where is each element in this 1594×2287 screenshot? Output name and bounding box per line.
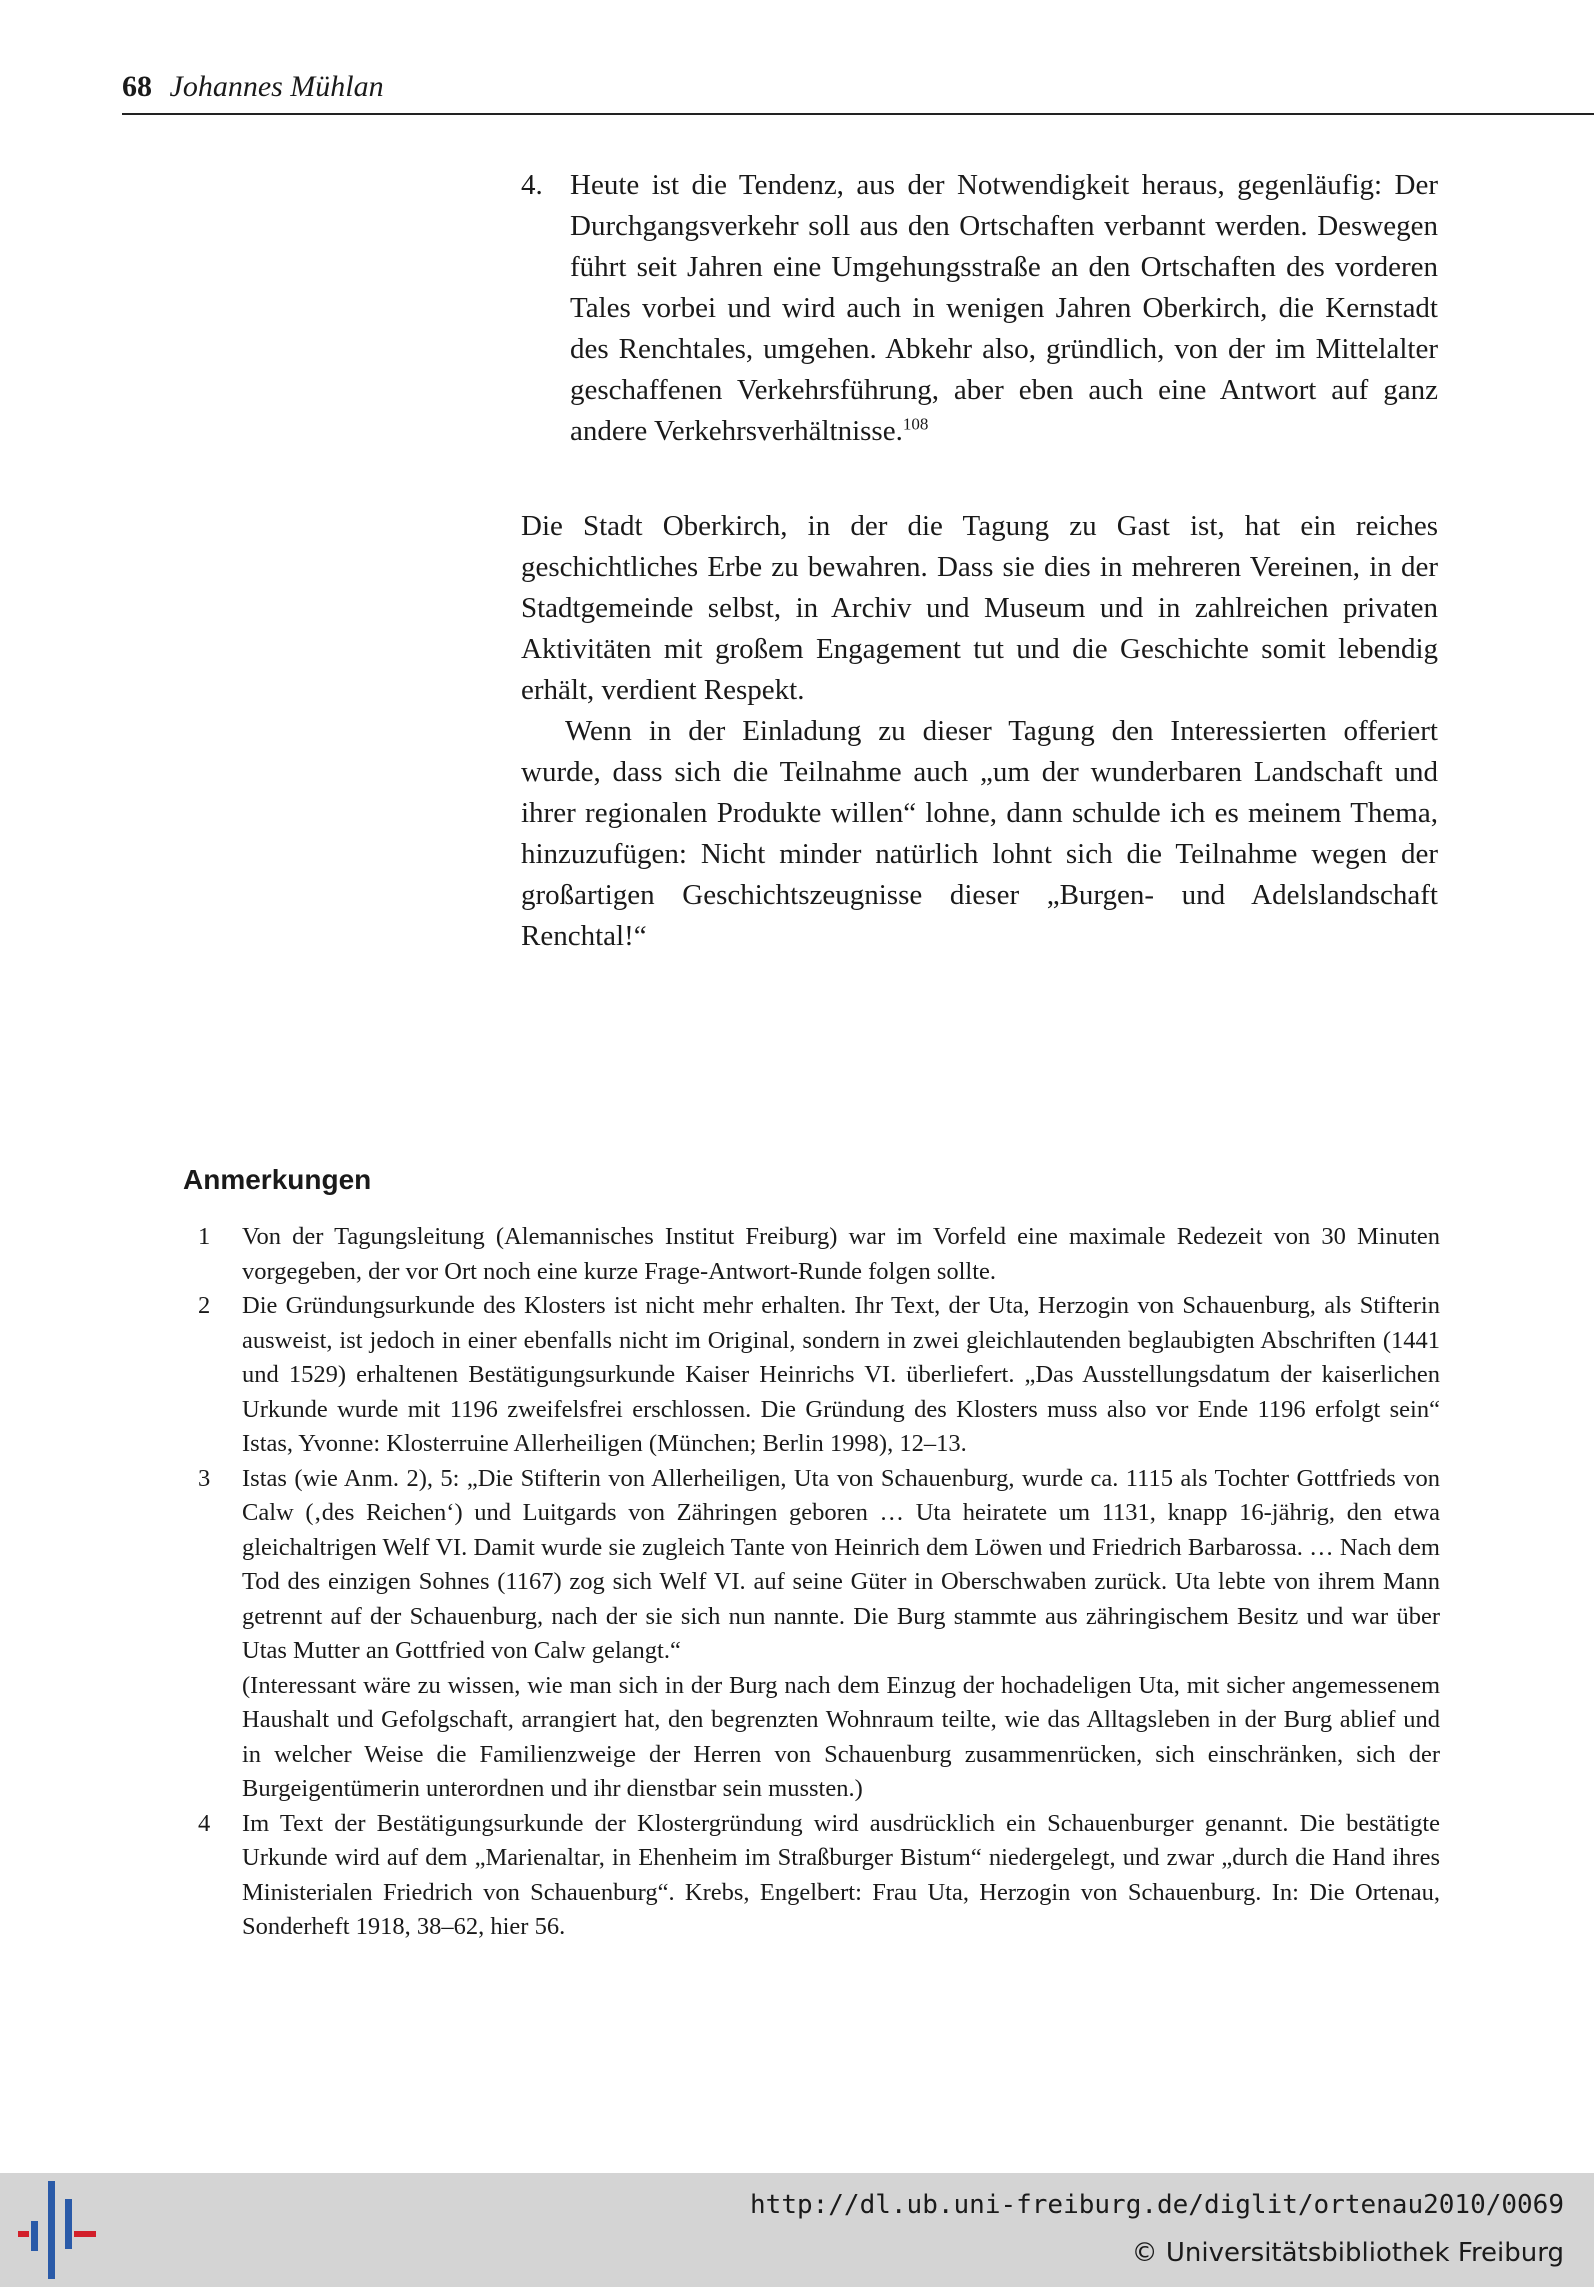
source-url-link[interactable]: http://dl.ub.uni-freiburg.de/diglit/ortenau2010/0069 [750, 2190, 1564, 2220]
endnote [198, 1289, 1440, 1462]
endnote-paragraph: Von der Tagungsleitung (Alemannisches Institut Freiburg) war im Vorfeld eine maximale Redezeit von 30 Minuten vorgegeben, der vor Ort noch eine kurze Frage-Antwort-Runde folgen sollte. [242, 1223, 1440, 1285]
endnote-paragraph: Die Gründungsurkunde des Klosters ist nicht mehr erhalten. Ihr Text, der Uta, Herzogin von Schauenburg, als Stifterin ausweist, ist jedoch in einer ebenfalls nicht im Original, sondern in zwei gleichlautenden beglaubigten Abschriften (1441 und 1529) erhaltenen Bestätigungsurkunde Kaiser Heinrichs VI. überliefert. „Das Ausstellungsdatum der kaiserlichen Urkunde wurde mit 1196 zweifelsfrei erschlossen. Die Gründung des Klosters muss also vor Ende 1196 erfolgt sein“ Istas, Yvonne: Klosterruine Allerheiligen (München; Berlin 1998), 12–13. [242, 1292, 1440, 1457]
copyright-notice: © Universitätsbibliothek Freiburg [1131, 2238, 1564, 2268]
footnote-reference[interactable]: 108 [902, 414, 929, 434]
endnote-paragraph: Im Text der Bestätigungsurkunde der Klostergründung wird ausdrücklich ein Schauenburger genannt. Die bestätigte Urkunde wird auf dem „Marienaltar, in Ehenheim im Straßburger Bistum“ niedergelegt, und zwar „durch die Hand ihres Ministerialen Friedrich von Schauenburg“. Krebs, Engelbert: Frau Uta, Herzogin von Schauenburg. In: Die Ortenau, Sonderheft 1918, 38–62, hier 56. [242, 1809, 1440, 1940]
endnote-number: 3 [198, 1464, 211, 1492]
page-number: 68 [122, 70, 152, 103]
endnote-text [242, 1220, 1440, 1289]
endnotes-list [198, 1220, 1440, 1945]
endnote [198, 1462, 1440, 1807]
list-item-text [570, 165, 1438, 452]
list-item-number: 4. [521, 169, 543, 201]
numbered-list-item [521, 165, 1438, 452]
endnote-text [242, 1462, 1440, 1807]
endnote-text [242, 1289, 1440, 1462]
body-paragraph: Wenn in der Einladung zu dieser Tagung den Interessierten offeriert wurde, dass sich die Teilnahme auch „um der wunderbaren Landschaft und ihrer regionalen Produkte willen“ lohne, dann schulde ich es meinem Thema, hinzuzufügen: Nicht minder natürlich lohnt sich die Teilnahme wegen der großartigen Geschichtszeugnisse dieser „Burgen- und Adelslandschaft Renchtal!“ [521, 715, 1438, 952]
running-header [122, 70, 384, 104]
running-header-author: Johannes Mühlan [169, 70, 384, 103]
endnote [198, 1220, 1440, 1289]
endnote-number: 4 [198, 1809, 211, 1837]
endnote-paragraph: (Interessant wäre zu wissen, wie man sich in der Burg nach dem Einzug der hochadeligen Uta, mit sicher angemessenem Haushalt und Gefolgschaft, arrangiert hat, den begrenzten Wohnraum teilte, wie das Alltagsleben in der Burg ablief und in welcher Weise die Familienzweige der Herren von Schauenburg zusammenrücken, sich einschränken, sich der Burgeigentümerin unterordnen und ihr dienstbar sein mussten.) [242, 1671, 1440, 1802]
endnote-number: 2 [198, 1292, 211, 1319]
endnote [198, 1807, 1440, 1945]
endnote-number: 1 [198, 1223, 211, 1250]
main-text [521, 165, 1438, 957]
endnote-text [242, 1807, 1440, 1945]
endnote-paragraph: Istas (wie Anm. 2), 5: „Die Stifterin von Allerheiligen, Uta von Schauenburg, wurde ca. 1115 als Tochter Gottfrieds von Calw (‚des Reichen‘) und Luitgards von Zähringen geboren … Uta heiratete um 1131, knapp 16-jährig, den etwa gleichaltrigen Welf VI. Damit wurde sie zugleich Tante von Heinrich dem Löwen und Friedrich Barbarossa. … Nach dem Tod des einzigen Sohnes (1167) zog sich Welf VI. auf seine Güter in Oberschwaben zurück. Uta lebte von ihrem Mann getrennt auf der Schauenburg, nach der sie sich nun nannte. Die Burg stammte aus zähringischem Besitz und war über Utas Mutter an Gottfried von Calw gelangt.“ [242, 1464, 1440, 1664]
body-paragraph: Die Stadt Oberkirch, in der die Tagung zu Gast ist, hat ein reiches geschichtliches Erbe zu bewahren. Dass sie dies in mehreren Vereinen, in der Stadtgemeinde selbst, in Archiv und Museum und in zahlreichen privaten Aktivitäten mit großem Engagement tut und die Geschichte somit lebendig erhält, verdient Respekt. [521, 510, 1438, 706]
footer-bar [0, 2173, 1594, 2287]
list-item-body: Heute ist die Tendenz, aus der Notwendigkeit heraus, gegenläufig: Der Durchgangsverkehr soll aus den Ortschaften verbannt werden. Deswegen führt seit Jahren eine Umgehungsstraße an den Ortschaften des vorderen Tales vorbei und wird auch in wenigen Jahren Oberkirch, die Kernstadt des Renchtales, umgehen. Abkehr also, gründlich, von der im Mittelalter geschaffenen Verkehrsführung, aber eben auch eine Antwort auf ganz andere Verkehrsverhältnisse. [570, 169, 1438, 447]
notes-heading: Anmerkungen [183, 1164, 372, 1195]
paragraph-gap [521, 452, 1438, 506]
ub-freiburg-logo-icon [18, 2181, 98, 2279]
header-divider [122, 113, 1594, 115]
